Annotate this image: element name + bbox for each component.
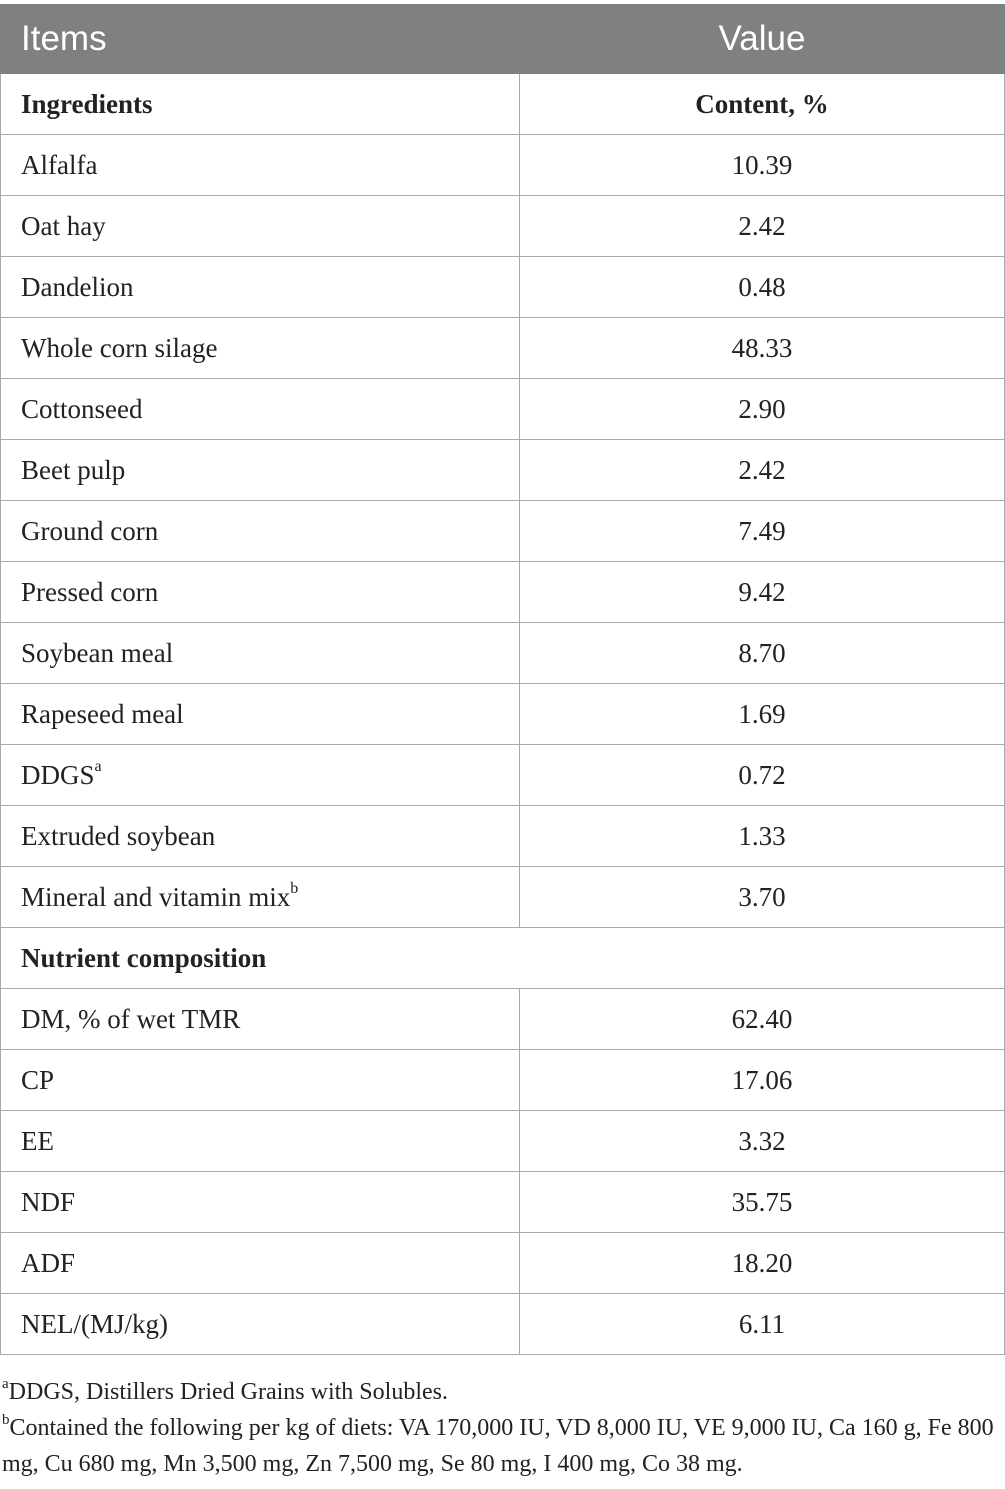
ingredient-name: Soybean meal bbox=[21, 637, 174, 668]
ingredient-name-cell bbox=[1, 501, 520, 562]
footnote-a bbox=[0, 1374, 1005, 1410]
nutrient-value: 3.32 bbox=[520, 1111, 1005, 1172]
ingredient-value: 2.90 bbox=[520, 379, 1005, 440]
ingredient-name-cell bbox=[1, 623, 520, 684]
ingredient-name-cell bbox=[1, 318, 520, 379]
nutrient-section-row bbox=[1, 928, 1005, 989]
footnote-marker: a bbox=[94, 757, 102, 775]
ingredient-name: Beet pulp bbox=[21, 454, 126, 485]
footnote-marker: b bbox=[290, 879, 299, 897]
ingredient-row bbox=[1, 623, 1005, 684]
nutrient-row bbox=[1, 1233, 1005, 1294]
footnotes bbox=[0, 1374, 1005, 1482]
ingredient-name-cell bbox=[1, 257, 520, 318]
ingredient-row bbox=[1, 135, 1005, 196]
nutrient-value: 35.75 bbox=[520, 1172, 1005, 1233]
ingredient-name: Dandelion bbox=[21, 271, 134, 302]
ingredient-row bbox=[1, 440, 1005, 501]
ingredient-name-cell bbox=[1, 684, 520, 745]
ingredient-value: 10.39 bbox=[520, 135, 1005, 196]
ingredient-name: Whole corn silage bbox=[21, 332, 218, 363]
nutrient-section-label: Nutrient composition bbox=[1, 928, 1005, 989]
nutrient-row bbox=[1, 1172, 1005, 1233]
ingredient-name: Extruded soybean bbox=[21, 820, 216, 851]
ingredient-name: Oat hay bbox=[21, 210, 106, 241]
ingredient-row bbox=[1, 867, 1005, 928]
ingredient-name-cell bbox=[1, 745, 520, 806]
diet-composition-table bbox=[0, 4, 1005, 1355]
ingredient-value: 0.48 bbox=[520, 257, 1005, 318]
nutrient-name: EE bbox=[1, 1111, 520, 1172]
ingredient-row bbox=[1, 501, 1005, 562]
nutrient-value: 17.06 bbox=[520, 1050, 1005, 1111]
ingredient-name-cell bbox=[1, 135, 520, 196]
ingredient-value: 1.69 bbox=[520, 684, 1005, 745]
nutrient-value: 18.20 bbox=[520, 1233, 1005, 1294]
ingredient-row bbox=[1, 745, 1005, 806]
nutrient-value: 6.11 bbox=[520, 1294, 1005, 1355]
ingredient-row bbox=[1, 318, 1005, 379]
nutrient-name: CP bbox=[1, 1050, 520, 1111]
header-row bbox=[1, 5, 1005, 74]
footnote-text: Contained the following per kg of diets: VA 170,000 IU, VD 8,000 IU, VE 9,000 IU, Ca 160 g, Fe 800 mg, Cu 680 mg, Mn 3,500 mg, Zn 7,500 mg, Se 80 mg, I 400 mg, Co 38 mg. bbox=[2, 1415, 994, 1477]
ingredient-row bbox=[1, 806, 1005, 867]
ingredient-value: 1.33 bbox=[520, 806, 1005, 867]
ingredient-value: 2.42 bbox=[520, 196, 1005, 257]
nutrient-value: 62.40 bbox=[520, 989, 1005, 1050]
ingredient-value: 8.70 bbox=[520, 623, 1005, 684]
ingredient-value: 48.33 bbox=[520, 318, 1005, 379]
header-value: Value bbox=[520, 5, 1005, 74]
ingredient-value: 3.70 bbox=[520, 867, 1005, 928]
ingredient-name: Alfalfa bbox=[21, 149, 98, 180]
nutrient-row bbox=[1, 989, 1005, 1050]
nutrient-name: NDF bbox=[1, 1172, 520, 1233]
ingredient-row bbox=[1, 379, 1005, 440]
ingredient-name: DDGS bbox=[21, 759, 95, 790]
nutrient-name: DM, % of wet TMR bbox=[1, 989, 520, 1050]
footnote-b bbox=[0, 1410, 1005, 1482]
nutrient-name: NEL/(MJ/kg) bbox=[1, 1294, 520, 1355]
ingredient-name-cell bbox=[1, 440, 520, 501]
ingredient-name: Rapeseed meal bbox=[21, 698, 184, 729]
ingredient-name: Pressed corn bbox=[21, 576, 159, 607]
ingredient-value: 7.49 bbox=[520, 501, 1005, 562]
footnote-text: DDGS, Distillers Dried Grains with Solubles. bbox=[8, 1379, 448, 1405]
ingredient-name-cell bbox=[1, 806, 520, 867]
header-items: Items bbox=[1, 5, 520, 74]
ingredient-value: 0.72 bbox=[520, 745, 1005, 806]
nutrient-name: ADF bbox=[1, 1233, 520, 1294]
nutrient-row bbox=[1, 1294, 1005, 1355]
ingredients-unit-label: Content, % bbox=[520, 74, 1005, 135]
ingredient-name-cell bbox=[1, 867, 520, 928]
nutrient-row bbox=[1, 1050, 1005, 1111]
ingredient-row bbox=[1, 684, 1005, 745]
ingredient-name-cell bbox=[1, 562, 520, 623]
ingredient-name-cell bbox=[1, 196, 520, 257]
footnote-mark: b bbox=[2, 1412, 10, 1428]
table-body bbox=[1, 74, 1005, 1355]
ingredient-row bbox=[1, 562, 1005, 623]
ingredient-value: 2.42 bbox=[520, 440, 1005, 501]
ingredient-name-cell bbox=[1, 379, 520, 440]
ingredient-row bbox=[1, 257, 1005, 318]
footnote-mark: a bbox=[2, 1376, 9, 1392]
ingredient-value: 9.42 bbox=[520, 562, 1005, 623]
ingredient-name: Mineral and vitamin mix bbox=[21, 881, 291, 912]
ingredient-name: Cottonseed bbox=[21, 393, 143, 424]
ingredient-name: Ground corn bbox=[21, 515, 159, 546]
ingredients-section-row bbox=[1, 74, 1005, 135]
ingredient-row bbox=[1, 196, 1005, 257]
nutrient-row bbox=[1, 1111, 1005, 1172]
ingredients-section-label: Ingredients bbox=[1, 74, 520, 135]
